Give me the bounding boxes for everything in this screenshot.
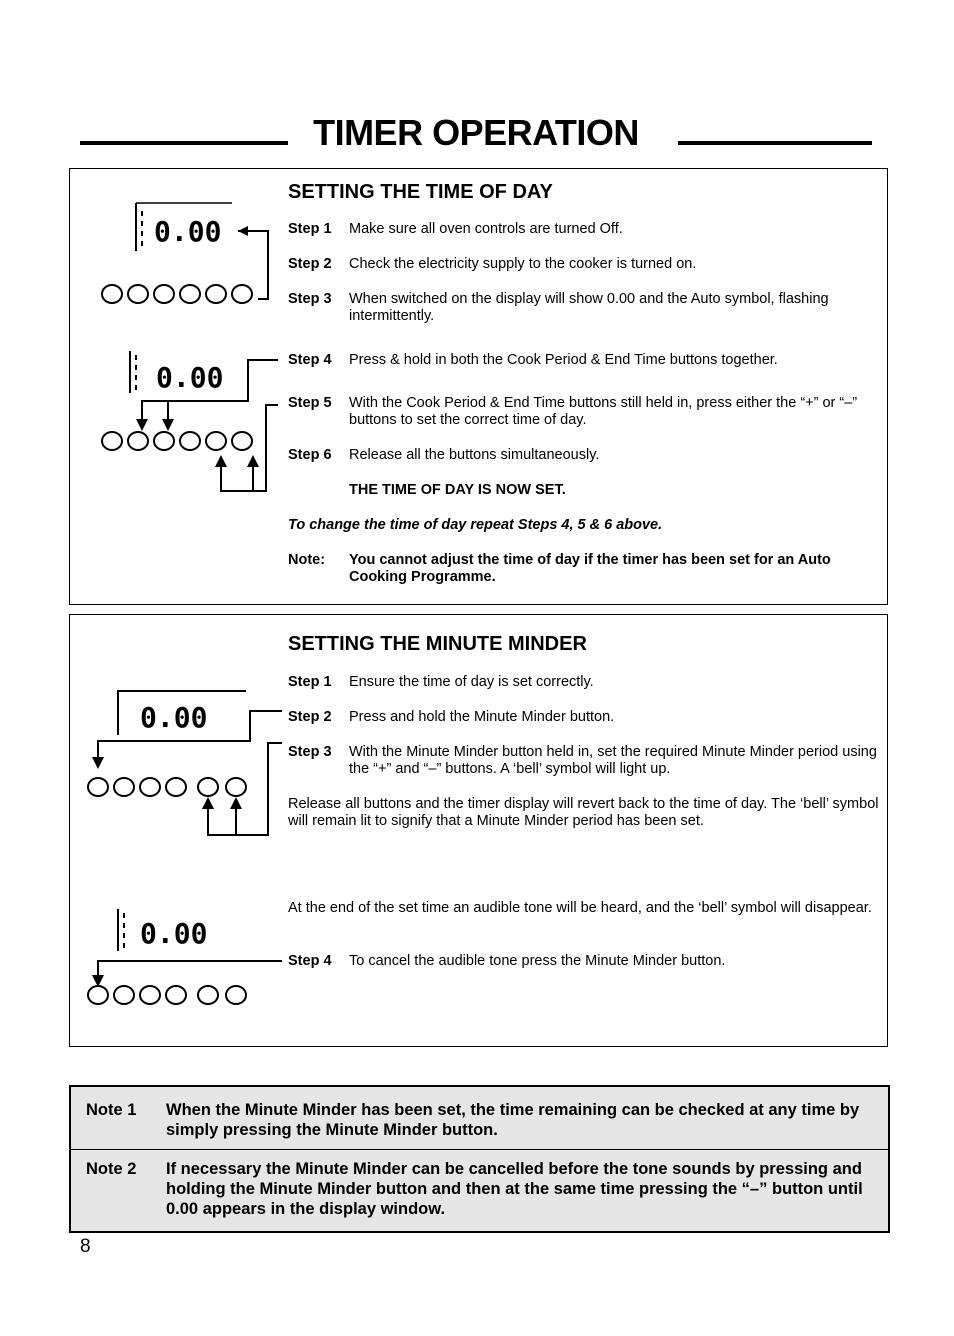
note-divider [71,1149,888,1150]
step-text: When switched on the display will show 0.00 and the Auto symbol, flashing intermittently. [349,291,829,324]
section-title-time-of-day: SETTING THE TIME OF DAY [288,181,553,203]
time-of-day-panel [69,168,888,605]
step-label: Step 2 [288,709,332,725]
timer-display-diagram-steps4-6 [98,347,303,497]
step-text: Make sure all oven controls are turned Off. [349,221,623,237]
step-label: Step 1 [288,221,332,237]
step [288,744,883,778]
minute-minder-diagram-steps2-3 [84,689,294,839]
step-label: Step 3 [288,291,332,307]
step [288,953,883,970]
display-readout: 0.00 [154,215,222,248]
step-label: Step 4 [288,953,332,969]
step-text: With the Cook Period & End Time buttons still held in, press either the “+” or “–” buttons to set the correct time of day. [349,395,858,428]
minute-minder-panel [69,614,888,1047]
section-title-minute-minder: SETTING THE MINUTE MINDER [288,633,587,655]
end-tone-text: At the end of the set time an audible tone will be heard, and the ‘bell’ symbol will disappear. [288,900,872,916]
title-rule-left [80,141,288,145]
step [288,256,883,273]
note-label: Note 2 [86,1160,137,1178]
minute-minder-diagram-step4 [84,905,294,1015]
title-rule-right [678,141,872,145]
page-number: 8 [80,1236,91,1257]
step-label: Step 6 [288,447,332,463]
step-text: Ensure the time of day is set correctly. [349,674,594,690]
timer-display-diagram-step3 [98,199,303,309]
step [288,395,883,429]
step-label: Step 3 [288,744,332,760]
note-label: Note: [288,552,326,568]
step-text: To cancel the audible tone press the Minute Minder button. [349,953,726,969]
notes-box [69,1085,890,1233]
note-text: You cannot adjust the time of day if the timer has been set for an Auto Cooking Programme. [349,552,831,585]
step-text: With the Minute Minder button held in, set the required Minute Minder period using the “+” and “–” buttons. A ‘bell’ symbol will light up. [349,744,877,777]
step-label: Step 5 [288,395,332,411]
note-label: Note 1 [86,1101,137,1119]
display-readout-4: 0.00 [140,917,208,950]
title-row [80,110,872,160]
change-hint: To change the time of day repeat Steps 4, 5 & 6 above. [288,517,663,533]
step-label: Step 1 [288,674,332,690]
note-text: If necessary the Minute Minder can be cancelled before the tone sounds by pressing and holding the Minute Minder button and then at the same time pressing the “–” button until 0.00 appears in the display window. [166,1160,863,1218]
step-text: Press and hold the Minute Minder button. [349,709,615,725]
step-text: Release all the buttons simultaneously. [349,447,600,463]
control-buttons-row [102,285,252,303]
step [288,291,883,325]
time-set-confirmation [288,482,883,499]
note-text: When the Minute Minder has been set, the time remaining can be checked at any time by simply pressing the Minute Minder button. [166,1101,860,1139]
step [288,352,883,369]
note [288,552,883,586]
step-text: Check the electricity supply to the cooker is turned on. [349,256,697,272]
step [288,221,883,238]
release-text: Release all buttons and the timer display will revert back to the time of day. The ‘bell’ symbol will remain lit to signify that a Minute Minder period has been set. [288,796,879,829]
confirmation-text: THE TIME OF DAY IS NOW SET. [349,482,566,498]
step-label: Step 4 [288,352,332,368]
step-label: Step 2 [288,256,332,272]
step [288,447,883,464]
page-title: TIMER OPERATION [313,112,639,153]
display-readout-3: 0.00 [140,701,208,734]
step-text: Press & hold in both the Cook Period & End Time buttons together. [349,352,778,368]
step [288,674,883,691]
step [288,709,883,726]
display-readout-2: 0.00 [156,361,224,394]
